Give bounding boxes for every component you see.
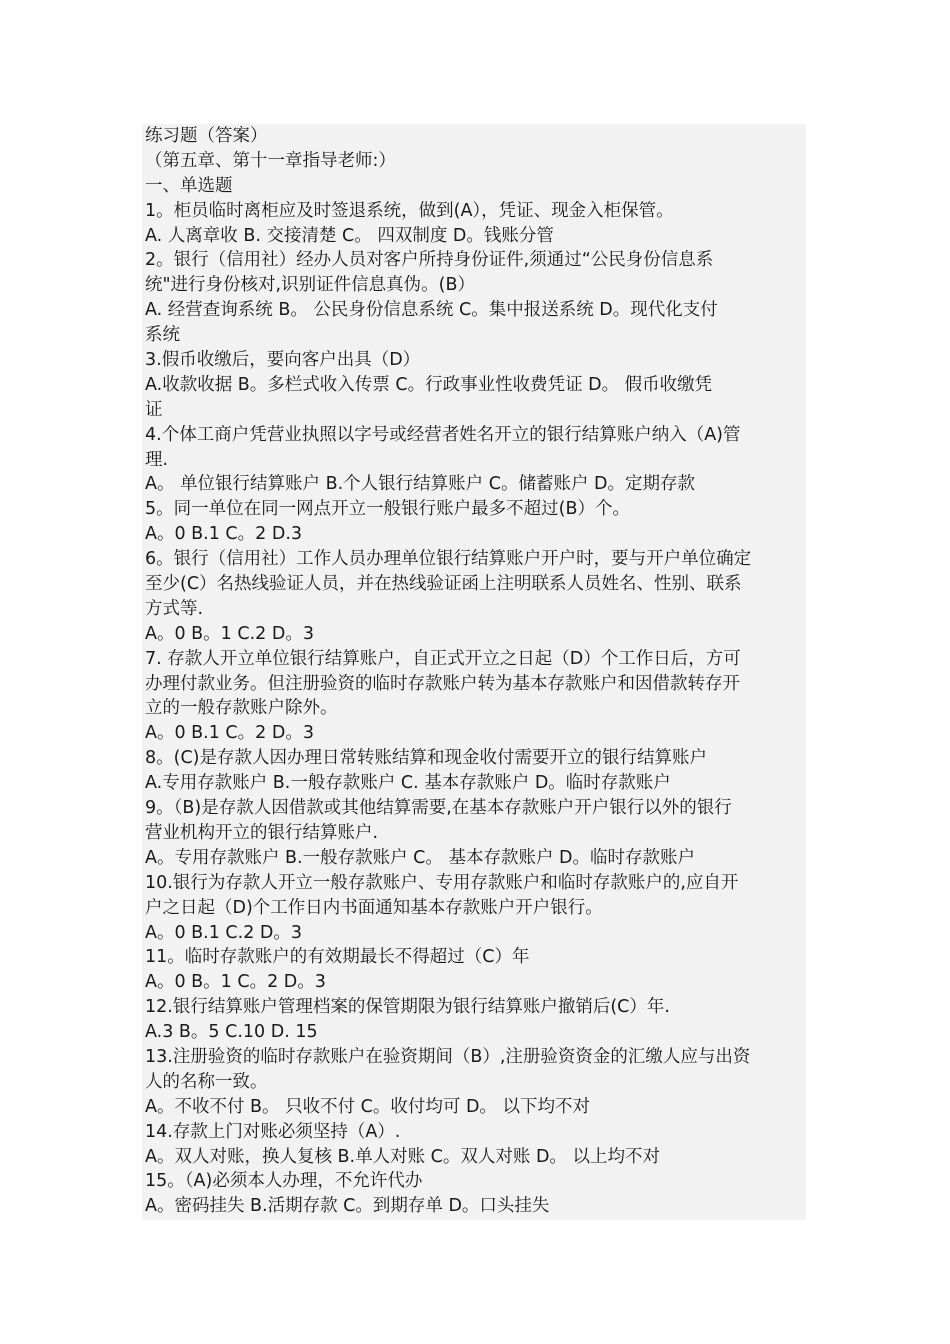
question-line: 5。同一单位在同一网点开立一般银行账户最多不超过(B）个。 [145,499,630,520]
option-line: A.3 B。5 C.10 D. 15 [145,1022,318,1043]
option-line: A。0 B.1 C。2 D。3 [145,723,314,744]
option-line: A。0 B.1 C.2 D。3 [145,922,303,943]
option-line: 系统 [145,325,180,346]
question-line: 3.假币收缴后，要向客户出具（D） [145,350,421,371]
question-line: 营业机构开立的银行结算账户. [145,822,379,843]
question-line: 理. [145,449,169,470]
document-subtitle: （第五章、第十一章指导老师:） [145,150,396,171]
question-line: 11。临时存款账户的有效期最长不得超过（C）年 [145,947,530,968]
option-line: A。 单位银行结算账户 B.个人银行结算账户 C。储蓄账户 D。定期存款 [145,474,695,495]
question-line: 6。银行（信用社）工作人员办理单位银行结算账户开户时，要与开户单位确定 [145,549,752,570]
question-line: 10.银行为存款人开立一般存款账户、专用存款账户和临时存款账户的,应自开 [145,872,739,893]
question-line: 9。（B)是存款人因借款或其他结算需要,在基本存款账户开户银行以外的银行 [145,798,732,819]
question-line: 至少(C）名热线验证人员，并在热线验证函上注明联系人员姓名、性别、联系 [145,574,742,595]
question-line: 12.银行结算账户管理档案的保管期限为银行结算账户撤销后(C）年. [145,997,670,1018]
question-line: 1。柜员临时离柜应及时签退系统，做到(A），凭证、现金入柜保管。 [145,200,674,221]
option-line: A.专用存款账户 B.一般存款账户 C. 基本存款账户 D。临时存款账户 [145,773,671,794]
document-title: 练习题（答案） [145,126,268,146]
question-line: 方式等. [145,598,204,619]
option-line: A。双人对账，换人复核 B.单人对账 C。双人对账 D。 以上均不对 [145,1146,660,1167]
question-list [145,199,807,1220]
question-line: 户之日起（D)个工作日内书面通知基本存款账户开户银行。 [145,897,603,918]
question-line: 8。(C)是存款人因办理日常转账结算和现金收付需要开立的银行结算账户 [145,748,708,769]
question-line: 办理付款业务。但注册验资的临时存款账户转为基本存款账户和因借款转存开 [145,673,740,694]
option-line: A.收款收据 B。多栏式收入传票 C。行政事业性收费凭证 D。 假币收缴凭 [145,374,713,395]
question-line: 14.存款上门对账必须坚持（A）. [145,1121,401,1142]
question-line: 15。（A)必须本人办理，不允许代办 [145,1171,423,1192]
option-line: A。0 B.1 C。2 D.3 [145,524,303,545]
option-line: 证 [145,399,163,420]
question-line: 人的名称一致。 [145,1071,268,1092]
question-line: 7. 存款人开立单位银行结算账户，自正式开立之日起（D）个工作日后，方可 [145,648,741,669]
question-line: 2。银行（信用社）经办人员对客户所持身份证件,须通过“公民身份信息系 [145,250,714,271]
question-line: 13.注册验资的临时存款账户在验资期间（B）,注册验资资金的汇缴人应与出资 [145,1046,751,1067]
option-line: A。密码挂失 B.活期存款 C。到期存单 D。口头挂失 [145,1196,550,1217]
option-line: A。0 B。1 C.2 D。3 [145,623,314,644]
question-line: 4.个体工商户凭营业执照以字号或经营者姓名开立的银行结算账户纳入（A)管 [145,424,741,445]
question-line: 立的一般存款账户除外。 [145,698,338,719]
option-line: A。专用存款账户 B.一般存款账户 C。 基本存款账户 D。临时存款账户 [145,847,695,868]
document-text [145,124,807,1219]
section-heading: 一、单选题 [145,175,233,196]
option-line: A。0 B。1 C。2 D。3 [145,972,326,993]
question-line: 统"进行身份核对,识别证件信息真伪。(B） [145,275,475,296]
option-line: A. 经营查询系统 B。 公民身份信息系统 C。集中报送系统 D。现代化支付 [145,300,718,321]
option-line: A. 人离章收 B. 交接清楚 C。 四双制度 D。钱账分管 [145,225,554,246]
option-line: A。不收不付 B。 只收不付 C。收付均可 D。 以下均不对 [145,1096,590,1117]
